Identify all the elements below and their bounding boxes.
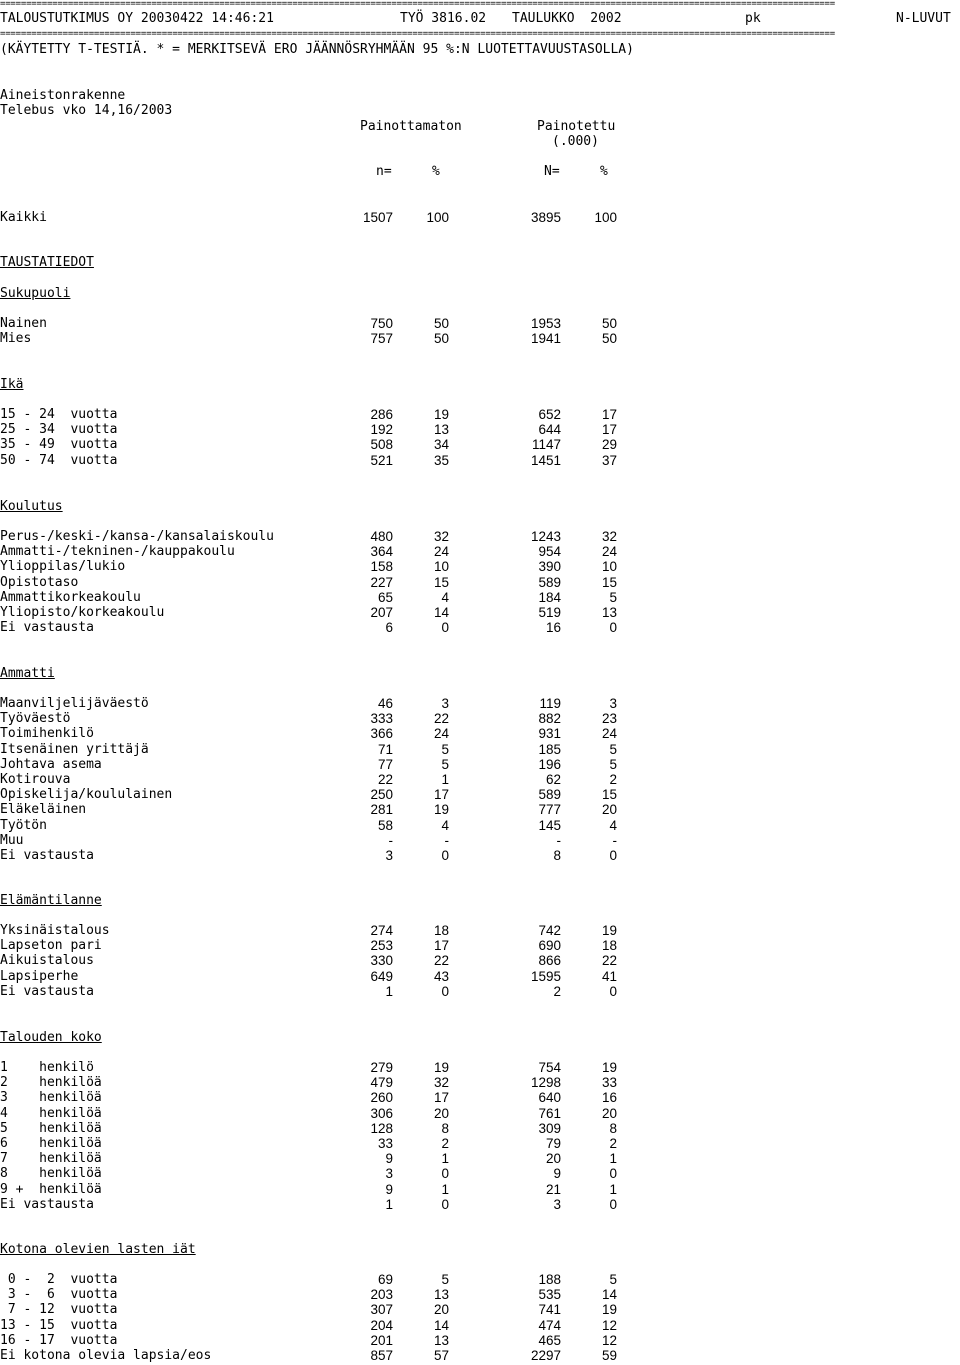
- cell-p2: 20: [601, 802, 617, 817]
- cell-n: -: [388, 833, 393, 848]
- cell-p2: 0: [609, 1166, 617, 1181]
- cell-p2: 14: [601, 1287, 617, 1302]
- cell-p2: 32: [601, 529, 617, 544]
- total-p1: 100: [426, 210, 449, 225]
- cell-p1: 13: [433, 422, 449, 437]
- cell-N: 2297: [530, 1348, 561, 1363]
- cell-N: 1953: [530, 316, 561, 331]
- rule-top: ================================================================================================================================================================: [0, 1, 835, 8]
- row-label: 15 - 24 vuotta: [0, 407, 118, 422]
- group-title: Ikä: [0, 377, 24, 392]
- col-pct2: %: [600, 164, 608, 179]
- cell-p1: 15: [433, 575, 449, 590]
- row-label: Ei vastausta: [0, 848, 94, 863]
- cell-n: 204: [370, 1318, 393, 1333]
- cell-N: 690: [538, 938, 561, 953]
- cell-p2: 16: [601, 1090, 617, 1105]
- cell-p1: 22: [433, 711, 449, 726]
- cell-N: 652: [538, 407, 561, 422]
- cell-p1: 17: [433, 938, 449, 953]
- cell-p1: 1: [441, 772, 449, 787]
- cell-N: 20: [545, 1151, 561, 1166]
- cell-n: 857: [370, 1348, 393, 1363]
- cell-p2: 0: [609, 848, 617, 863]
- row-label: 2 henkilöä: [0, 1075, 102, 1090]
- row-label: Mies: [0, 331, 32, 346]
- col-N: N=: [544, 164, 560, 179]
- cell-p2: 5: [609, 757, 617, 772]
- cell-p2: 24: [601, 544, 617, 559]
- cell-p1: 14: [433, 605, 449, 620]
- cell-N: 754: [538, 1060, 561, 1075]
- cell-N: 777: [538, 802, 561, 817]
- cell-p1: 4: [441, 590, 449, 605]
- cell-p1: 17: [433, 787, 449, 802]
- header-pk: pk: [745, 11, 761, 26]
- row-label: 3 - 6 vuotta: [0, 1287, 118, 1302]
- cell-n: 9: [385, 1151, 393, 1166]
- cell-n: 3: [385, 1166, 393, 1181]
- cell-p1: 19: [433, 802, 449, 817]
- row-label: 16 - 17 vuotta: [0, 1333, 118, 1348]
- cell-p1: 24: [433, 544, 449, 559]
- row-label: 1 henkilö: [0, 1060, 94, 1075]
- cell-p2: 0: [609, 984, 617, 999]
- cell-p1: 1: [441, 1182, 449, 1197]
- cell-p1: 34: [433, 437, 449, 452]
- cell-N: 390: [538, 559, 561, 574]
- cell-p1: 5: [441, 742, 449, 757]
- cell-n: 128: [370, 1121, 393, 1136]
- cell-p1: 0: [441, 848, 449, 863]
- cell-N: 640: [538, 1090, 561, 1105]
- cell-p2: 0: [609, 1197, 617, 1212]
- cell-p2: 17: [601, 407, 617, 422]
- row-label: 4 henkilöä: [0, 1106, 102, 1121]
- cell-N: 188: [538, 1272, 561, 1287]
- cell-N: 761: [538, 1106, 561, 1121]
- cell-p2: 50: [601, 316, 617, 331]
- row-label: Itsenäinen yrittäjä: [0, 742, 149, 757]
- cell-p2: 18: [601, 938, 617, 953]
- cell-N: 535: [538, 1287, 561, 1302]
- cell-p2: 0: [609, 620, 617, 635]
- cell-p1: 32: [433, 1075, 449, 1090]
- total-p2: 100: [594, 210, 617, 225]
- cell-p1: 17: [433, 1090, 449, 1105]
- cell-p2: 24: [601, 726, 617, 741]
- row-label: Perus-/keski-/kansa-/kansalaiskoulu: [0, 529, 274, 544]
- cell-n: 1: [385, 1197, 393, 1212]
- cell-p2: 15: [601, 787, 617, 802]
- cell-p2: 5: [609, 1272, 617, 1287]
- row-label: Yliopisto/korkeakoulu: [0, 605, 165, 620]
- group-title: Sukupuoli: [0, 286, 71, 301]
- cell-p1: 0: [441, 984, 449, 999]
- row-label: Eläkeläinen: [0, 802, 87, 817]
- cell-n: 227: [370, 575, 393, 590]
- cell-p2: 1: [609, 1151, 617, 1166]
- cell-n: 203: [370, 1287, 393, 1302]
- cell-p2: 12: [601, 1333, 617, 1348]
- cell-p1: 32: [433, 529, 449, 544]
- cell-p2: 12: [601, 1318, 617, 1333]
- cell-p1: 18: [433, 923, 449, 938]
- cell-N: 196: [538, 757, 561, 772]
- cell-N: 465: [538, 1333, 561, 1348]
- cell-n: 750: [370, 316, 393, 331]
- cell-n: 757: [370, 331, 393, 346]
- cell-N: 1147: [531, 437, 561, 452]
- cell-N: 1451: [530, 453, 561, 468]
- cell-n: 1: [385, 984, 393, 999]
- row-label: Opistotaso: [0, 575, 79, 590]
- row-label: Aikuistalous: [0, 953, 94, 968]
- cell-n: 649: [370, 969, 393, 984]
- cell-n: 46: [377, 696, 393, 711]
- cell-p1: 2: [441, 1136, 449, 1151]
- cell-p2: 10: [601, 559, 617, 574]
- cell-n: 77: [377, 757, 393, 772]
- row-label: Opiskelija/koululainen: [0, 787, 173, 802]
- cell-n: 207: [370, 605, 393, 620]
- cell-N: 3: [553, 1197, 561, 1212]
- cell-N: 16: [545, 620, 561, 635]
- cell-n: 274: [370, 923, 393, 938]
- cell-p2: 19: [601, 923, 617, 938]
- cell-p2: 33: [601, 1075, 617, 1090]
- row-label: Ei vastausta: [0, 1197, 94, 1212]
- row-label: 8 henkilöä: [0, 1166, 102, 1181]
- cell-n: 330: [370, 953, 393, 968]
- cell-p1: 3: [441, 696, 449, 711]
- cell-p1: 5: [441, 757, 449, 772]
- row-label: 7 henkilöä: [0, 1151, 102, 1166]
- header-type: N-LUVUT: [896, 11, 951, 26]
- cell-n: 71: [377, 742, 393, 757]
- cell-N: -: [556, 833, 561, 848]
- cell-n: 9: [385, 1182, 393, 1197]
- cell-n: 158: [370, 559, 393, 574]
- row-label: 35 - 49 vuotta: [0, 437, 118, 452]
- cell-N: 309: [538, 1121, 561, 1136]
- header-note: (KÄYTETTY T-TESTIÄ. * = MERKITSEVÄ ERO JÄÄNNÖSRYHMÄÄN 95 %:N LUOTETTAVUUSTASOLLA): [0, 42, 634, 57]
- cell-p2: 29: [601, 437, 617, 452]
- cell-p2: -: [612, 833, 617, 848]
- cell-p1: 20: [433, 1106, 449, 1121]
- cell-p1: 43: [433, 969, 449, 984]
- cell-p2: 37: [601, 453, 617, 468]
- cell-N: 931: [538, 726, 561, 741]
- cell-n: 480: [370, 529, 393, 544]
- cell-N: 644: [538, 422, 561, 437]
- row-label: 6 henkilöä: [0, 1136, 102, 1151]
- row-label: Nainen: [0, 316, 47, 331]
- cell-p2: 22: [601, 953, 617, 968]
- cell-p2: 5: [609, 590, 617, 605]
- cell-p1: 22: [433, 953, 449, 968]
- cell-N: 1595: [530, 969, 561, 984]
- cell-p2: 20: [601, 1106, 617, 1121]
- cell-n: 69: [377, 1272, 393, 1287]
- total-n: 1507: [362, 210, 393, 225]
- row-label: 13 - 15 vuotta: [0, 1318, 118, 1333]
- row-label: 25 - 34 vuotta: [0, 422, 118, 437]
- cell-p1: 24: [433, 726, 449, 741]
- total-label: Kaikki: [0, 210, 47, 225]
- group-title: Koulutus: [0, 499, 63, 514]
- row-label: 50 - 74 vuotta: [0, 453, 118, 468]
- cell-p1: 14: [433, 1318, 449, 1333]
- cell-N: 2: [553, 984, 561, 999]
- col-weighted-unit: (.000): [552, 134, 599, 149]
- header-table: TAULUKKO 2002: [512, 11, 622, 26]
- cell-p2: 13: [601, 605, 617, 620]
- cell-p1: 0: [441, 1197, 449, 1212]
- cell-n: 3: [385, 848, 393, 863]
- cell-n: 201: [370, 1333, 393, 1348]
- rule-bottom: ================================================================================================================================================================: [0, 31, 835, 38]
- row-label: 7 - 12 vuotta: [0, 1302, 118, 1317]
- row-label: Ammattikorkeakoulu: [0, 590, 141, 605]
- cell-N: 519: [538, 605, 561, 620]
- cell-n: 366: [370, 726, 393, 741]
- cell-p2: 59: [601, 1348, 617, 1363]
- cell-n: 250: [370, 787, 393, 802]
- col-pct1: %: [432, 164, 440, 179]
- cell-n: 58: [377, 818, 393, 833]
- cell-p1: 19: [433, 1060, 449, 1075]
- cell-p2: 19: [601, 1302, 617, 1317]
- cell-p1: 0: [441, 1166, 449, 1181]
- cell-N: 185: [538, 742, 561, 757]
- total-N: 3895: [530, 210, 561, 225]
- cell-N: 62: [545, 772, 561, 787]
- cell-p1: 1: [441, 1151, 449, 1166]
- row-label: Muu: [0, 833, 24, 848]
- cell-N: 1243: [530, 529, 561, 544]
- header-job: TYÖ 3816.02: [400, 11, 487, 26]
- row-label: Maanviljelijäväestö: [0, 696, 149, 711]
- group-title: Kotona olevien lasten iät: [0, 1242, 196, 1257]
- group-title: Talouden koko: [0, 1030, 102, 1045]
- cell-p1: 35: [433, 453, 449, 468]
- row-label: Lapseton pari: [0, 938, 102, 953]
- cell-N: 9: [553, 1166, 561, 1181]
- cell-p1: 0: [441, 620, 449, 635]
- cell-n: 33: [377, 1136, 393, 1151]
- cell-N: 742: [538, 923, 561, 938]
- cell-p2: 5: [609, 742, 617, 757]
- cell-n: 521: [370, 453, 393, 468]
- cell-p2: 8: [609, 1121, 617, 1136]
- cell-p1: 8: [441, 1121, 449, 1136]
- cell-n: 65: [377, 590, 393, 605]
- row-label: 0 - 2 vuotta: [0, 1272, 118, 1287]
- cell-p2: 41: [601, 969, 617, 984]
- row-label: Johtava asema: [0, 757, 102, 772]
- cell-p2: 2: [609, 1136, 617, 1151]
- cell-p1: 20: [433, 1302, 449, 1317]
- row-label: Ylioppilas/lukio: [0, 559, 126, 574]
- cell-p2: 19: [601, 1060, 617, 1075]
- cell-p1: 19: [433, 407, 449, 422]
- row-label: Työväestö: [0, 711, 71, 726]
- row-label: 9 + henkilöä: [0, 1182, 102, 1197]
- row-label: Työtön: [0, 818, 47, 833]
- cell-p2: 23: [601, 711, 617, 726]
- cell-N: 589: [538, 787, 561, 802]
- cell-N: 589: [538, 575, 561, 590]
- report-title: Aineistonrakenne: [0, 88, 126, 103]
- report-subtitle: Telebus vko 14,16/2003: [0, 103, 173, 118]
- cell-p1: 13: [433, 1333, 449, 1348]
- header-company: TALOUSTUTKIMUS OY 20030422 14:46:21: [0, 11, 274, 26]
- cell-N: 145: [538, 818, 561, 833]
- row-label: Ei kotona olevia lapsia/eos: [0, 1348, 212, 1363]
- cell-p1: 5: [441, 1272, 449, 1287]
- row-label: 5 henkilöä: [0, 1121, 102, 1136]
- cell-p2: 50: [601, 331, 617, 346]
- cell-N: 184: [538, 590, 561, 605]
- row-label: Ei vastausta: [0, 620, 94, 635]
- cell-N: 1941: [530, 331, 561, 346]
- cell-p2: 3: [609, 696, 617, 711]
- cell-n: 508: [370, 437, 393, 452]
- row-label: Yksinäistalous: [0, 923, 110, 938]
- cell-p1: -: [444, 833, 449, 848]
- cell-N: 1298: [530, 1075, 561, 1090]
- group-title: Ammatti: [0, 666, 55, 681]
- cell-n: 281: [370, 802, 393, 817]
- cell-p1: 50: [433, 331, 449, 346]
- cell-n: 479: [370, 1075, 393, 1090]
- row-label: Toimihenkilö: [0, 726, 94, 741]
- cell-N: 882: [538, 711, 561, 726]
- cell-n: 253: [370, 938, 393, 953]
- cell-n: 286: [370, 407, 393, 422]
- cell-n: 279: [370, 1060, 393, 1075]
- group-title: Elämäntilanne: [0, 893, 102, 908]
- cell-N: 8: [553, 848, 561, 863]
- cell-p1: 4: [441, 818, 449, 833]
- cell-p1: 10: [433, 559, 449, 574]
- cell-n: 192: [370, 422, 393, 437]
- cell-n: 260: [370, 1090, 393, 1105]
- cell-p1: 57: [433, 1348, 449, 1363]
- cell-n: 22: [377, 772, 393, 787]
- cell-N: 954: [538, 544, 561, 559]
- cell-p2: 4: [609, 818, 617, 833]
- cell-N: 866: [538, 953, 561, 968]
- cell-n: 307: [370, 1302, 393, 1317]
- cell-N: 21: [545, 1182, 561, 1197]
- cell-N: 119: [539, 696, 561, 711]
- cell-p2: 17: [601, 422, 617, 437]
- row-label: Lapsiperhe: [0, 969, 79, 984]
- row-label: 3 henkilöä: [0, 1090, 102, 1105]
- cell-p1: 13: [433, 1287, 449, 1302]
- cell-p1: 50: [433, 316, 449, 331]
- cell-n: 306: [370, 1106, 393, 1121]
- row-label: Ei vastausta: [0, 984, 94, 999]
- row-label: Ammatti-/tekninen-/kauppakoulu: [0, 544, 235, 559]
- cell-N: 79: [545, 1136, 561, 1151]
- cell-p2: 2: [609, 772, 617, 787]
- cell-p2: 15: [601, 575, 617, 590]
- row-label: Kotirouva: [0, 772, 71, 787]
- cell-N: 741: [538, 1302, 561, 1317]
- cell-n: 364: [370, 544, 393, 559]
- main-section-title: TAUSTATIEDOT: [0, 255, 94, 270]
- col-unweighted: Painottamaton: [360, 119, 462, 134]
- cell-p2: 1: [609, 1182, 617, 1197]
- col-weighted: Painotettu: [537, 119, 616, 134]
- cell-N: 474: [538, 1318, 561, 1333]
- cell-n: 6: [385, 620, 393, 635]
- col-n: n=: [376, 164, 392, 179]
- cell-n: 333: [370, 711, 393, 726]
